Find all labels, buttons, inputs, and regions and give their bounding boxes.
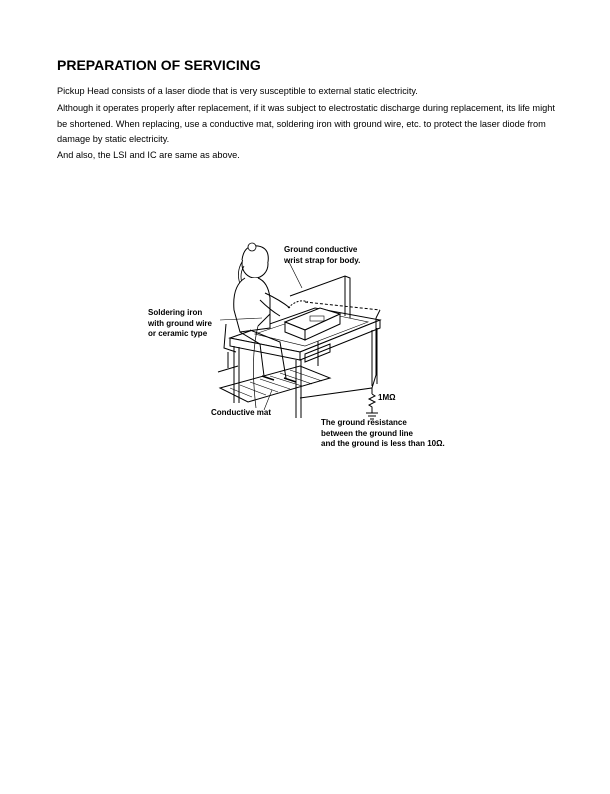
label-resistor: 1MΩ <box>378 393 396 402</box>
label-wrist-strap: Ground conductive wrist strap for body. <box>284 245 361 265</box>
label-soldering-iron: Soldering iron with ground wire or ceramic type <box>148 308 212 338</box>
label-ground-resistance: The ground resistance between the ground line and the ground is less than 10Ω. <box>321 418 445 448</box>
label-conductive-mat: Conductive mat <box>211 408 272 417</box>
page-title: PREPARATION OF SERVICING <box>57 57 261 73</box>
paragraph-replacement: Although it operates properly after replacement, if it was subject to electrostatic discharge during replacement, its life might be shortened. When replacing, use a conductive mat, soldering iron with ground wire, etc. to protect the laser diode from damage by static electricity. <box>57 103 555 144</box>
resistor-1m-ohm <box>369 394 375 413</box>
paragraph-pickup-head: Pickup Head consists of a laser diode that is very susceptible to external static electricity. <box>57 86 418 96</box>
paragraph-lsi-ic: And also, the LSI and IC are same as above. <box>57 150 240 160</box>
wrist-strap <box>288 301 308 308</box>
